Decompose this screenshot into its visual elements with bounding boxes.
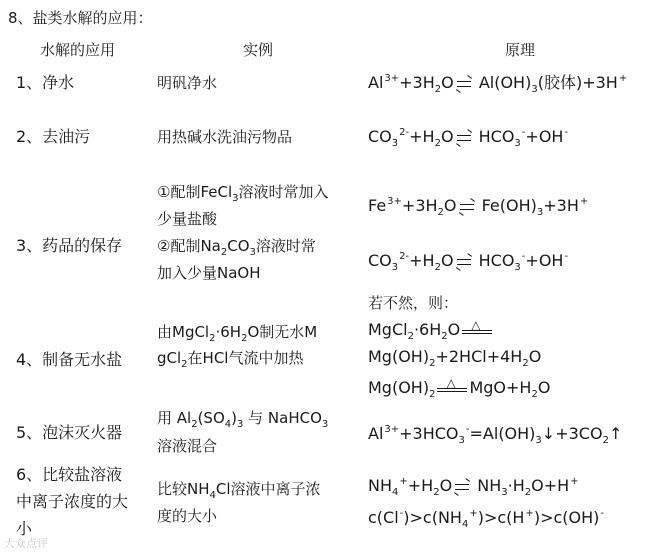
section-title: 8、盐类水解的应用： [8,9,153,27]
equilibrium-arrow-icon [454,481,470,493]
equilibrium-arrow-icon [456,78,472,90]
row6-example-line2: 度的大小 [157,507,218,525]
heating-arrow-icon: △ [460,319,494,337]
row1-application: 1、净水 [16,73,75,92]
row3-example-line4: 加入少量NaOH [157,264,261,282]
row6-application-line3: 小 [16,519,33,538]
row1-principle: $Al^{3+}+3H_2O$ $Al(OH)_3$(胶体)+3H+ [368,73,628,95]
row4-application: 4、制备无水盐 [16,350,123,369]
row3-example-line3: ②配制$Na_2CO_3$溶液时常 [157,237,316,258]
equilibrium-arrow-icon [456,132,472,144]
row6-principle-line2: $c(Cl^-)>c(NH_4^+)>c(H^+)>c(OH)^-$ [368,508,604,530]
header-application: 水解的应用 [40,41,116,59]
row3-example-line1: ①配制FeCl$_3$溶液时常加入 [157,183,329,204]
row4-principle-line1: $MgCl_2\cdot 6H_2O$ △ [368,319,494,343]
row4-principle-line2: $Mg(OH)_2+2HCl+4H_2O$ [368,347,542,369]
row6-example-line1: 比较$NH_4Cl$溶液中离子浓 [157,480,321,501]
row2-example: 用热碱水洗油污物品 [157,128,293,146]
row6-application-line1: 6、比较盐溶液 [16,465,123,484]
watermark: 大众点评 [4,537,48,550]
row4-example-line2: gCl$_2$在HCl气流中加热 [157,349,304,370]
row2-principle: $CO_3^{2-}+H_2O$ $HCO_3^-+OH^-$ [368,127,569,149]
row5-example-line2: 溶液混合 [157,437,218,455]
row6-principle-line1: $NH_4^++H_2O$ $NH_3\cdot H_2O+H^+$ [368,476,579,498]
row3-principle-fe: $Fe^{3+}+3H_2O$ $Fe(OH)_3+3H^+$ [368,196,589,218]
equilibrium-arrow-icon [456,256,472,268]
equilibrium-arrow-icon [459,201,475,213]
row3-example-line2: 少量盐酸 [157,210,218,228]
row5-example-line1: 用 $Al_2(SO_4)_3$ 与 NaHCO$_3$ [157,409,329,430]
row4-principle-line3: $Mg(OH)_2$ △ $MgO+H_2O$ [368,376,551,400]
row3-application: 3、药品的保存 [16,236,123,255]
row6-application-line2: 中离子浓度的大 [16,492,129,511]
header-principle: 原理 [505,41,536,59]
header-example: 实例 [243,41,274,59]
row1-example: 明矾净水 [157,74,218,92]
row4-note: 若不然，则： [368,294,459,312]
row3-principle-co3: $CO_3^{2-}+H_2O$ $HCO_3^-+OH^-$ [368,251,569,273]
row5-application: 5、泡沫灭火器 [16,423,123,442]
row5-principle: $Al^{3+}+3HCO_3^-=Al(OH)_3↓+3CO_2↑$ [368,424,623,446]
row4-example-line1: 由$MgCl_2\cdot 6H_2O$制无水M [157,323,318,344]
heating-arrow-icon: △ [435,377,469,395]
row2-application: 2、去油污 [16,127,91,146]
